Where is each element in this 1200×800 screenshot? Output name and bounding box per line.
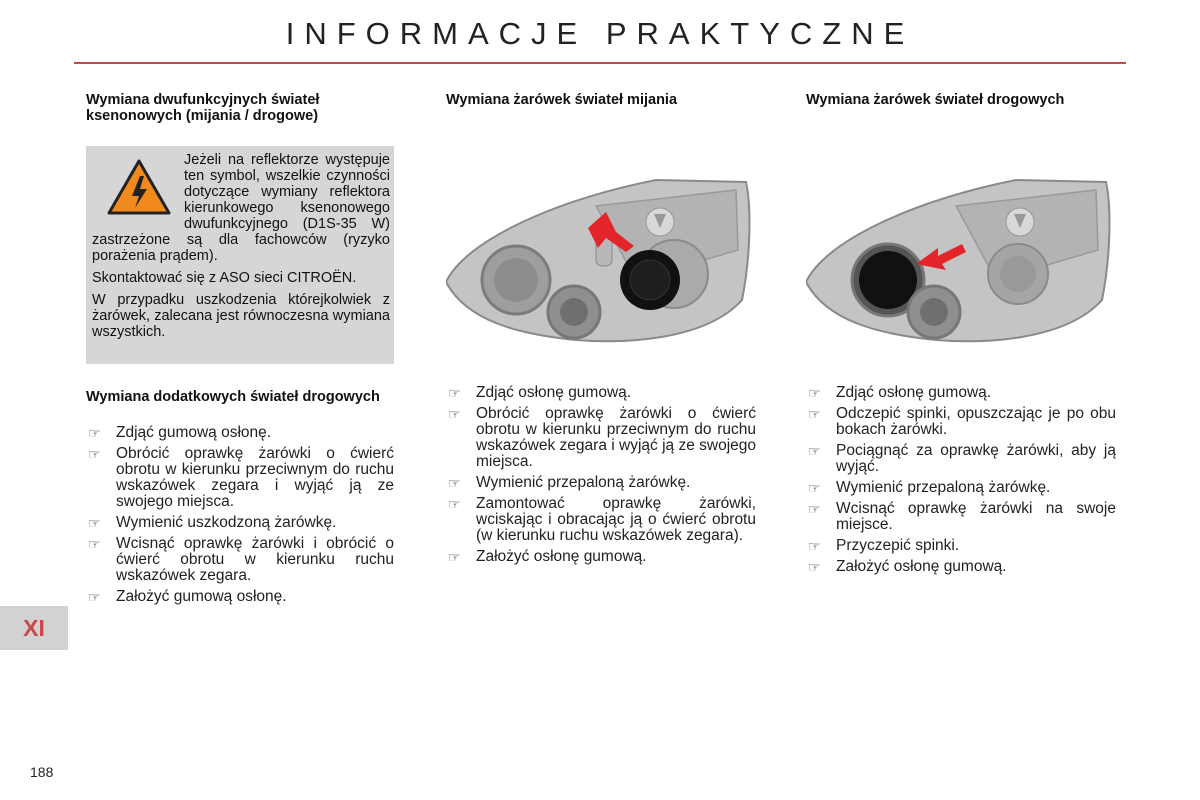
pointing-hand-icon: ☞	[808, 559, 821, 575]
pointing-hand-icon: ☞	[808, 385, 821, 401]
pointing-hand-icon: ☞	[88, 446, 101, 462]
pointing-hand-icon: ☞	[808, 501, 821, 517]
warning-paragraph: W przypadku uszkodzenia którejkolwiek z żarówek, zalecana jest równoczesna wymiana wszystkich.	[92, 292, 390, 340]
column-high-beam	[806, 92, 1116, 108]
page-title: INFORMACJE PRAKTYCZNE	[285, 16, 915, 51]
list-item: ☞ Wymienić uszkodzoną żarówkę.	[88, 514, 337, 531]
list-item: ☞ Wymienić przepaloną żarówkę.	[448, 474, 691, 491]
steps-list-low-beam	[446, 385, 756, 570]
list-item: ☞ Zamontować oprawkę żarówki, wciskając i obracając ją o ćwierć obrotu (w kierunku ruchu wskazówek zegara).	[448, 495, 756, 544]
pointing-hand-icon: ☞	[808, 480, 821, 496]
pointing-hand-icon: ☞	[88, 589, 101, 605]
steps-list-high-beam	[806, 385, 1116, 580]
chapter-tab: XI	[0, 606, 68, 650]
pointing-hand-icon: ☞	[808, 538, 821, 554]
pointing-hand-icon: ☞	[448, 385, 461, 401]
list-item: ☞ Założyć osłonę gumową.	[448, 548, 647, 565]
pointing-hand-icon: ☞	[448, 496, 461, 512]
list-item: ☞ Założyć gumową osłonę.	[88, 588, 287, 605]
list-item: ☞ Wcisnąć oprawkę żarówki na swoje miejsce.	[808, 500, 1116, 533]
list-item: ☞ Zdjąć osłonę gumową.	[448, 384, 632, 401]
list-item: ☞ Odczepić spinki, opuszczając je po obu bokach żarówki.	[808, 405, 1116, 438]
header-divider	[74, 62, 1126, 64]
list-item: ☞ Obrócić oprawkę żarówki o ćwierć obrotu w kierunku przeciwnym do ruchu wskazówek zegara i wyjąć ją ze swojego miejsca.	[448, 405, 756, 470]
section-heading-low-beam: Wymiana żarówek świateł mijania	[446, 92, 678, 108]
warning-paragraph: Skontaktować się z ASO sieci CITROËN.	[92, 270, 357, 286]
list-item: ☞ Zdjąć gumową osłonę.	[88, 424, 272, 441]
list-item: ☞ Wcisnąć oprawkę żarówki i obrócić o ćwierć obrotu w kierunku ruchu wskazówek zegara.	[88, 535, 394, 584]
pointing-hand-icon: ☞	[88, 425, 101, 441]
list-item: ☞ Zdjąć osłonę gumową.	[808, 384, 992, 401]
headlamp-low-beam-illustration	[446, 170, 766, 350]
pointing-hand-icon: ☞	[88, 536, 101, 552]
high-voltage-warning-icon	[106, 158, 172, 216]
list-item: ☞ Obrócić oprawkę żarówki o ćwierć obrotu w kierunku przeciwnym do ruchu wskazówek zegara i wyjąć ją ze swojego miejsca.	[88, 445, 394, 510]
section-heading-auxiliary: Wymiana dodatkowych świateł drogowych	[86, 389, 380, 405]
steps-list-auxiliary	[86, 425, 394, 610]
headlamp-high-beam-illustration	[806, 170, 1126, 350]
list-item: ☞ Pociągnąć za oprawkę żarówki, aby ją wyjąć.	[808, 442, 1116, 475]
pointing-hand-icon: ☞	[448, 549, 461, 565]
section-heading-xenon: Wymiana dwufunkcyjnych świateł ksenonowych (mijania / drogowe)	[86, 92, 320, 124]
list-item: ☞ Założyć osłonę gumową.	[808, 558, 1007, 575]
list-item: ☞ Wymienić przepaloną żarówkę.	[808, 479, 1051, 496]
warning-paragraph: Jeżeli na reflektorze występuje ten symbol, wszelkie czynności dotyczące wymiany reflektora kierunkowego ksenonowego dwufunkcyjnego (D1S-35 W) zastrzeżone są dla fachowców (ryzyko porażenia prądem).	[92, 152, 390, 264]
pointing-hand-icon: ☞	[808, 443, 821, 459]
page-number: 188	[30, 764, 54, 780]
pointing-hand-icon: ☞	[88, 515, 101, 531]
pointing-hand-icon: ☞	[448, 475, 461, 491]
section-heading-high-beam: Wymiana żarówek świateł drogowych	[806, 92, 1065, 108]
pointing-hand-icon: ☞	[448, 406, 461, 422]
pointing-hand-icon: ☞	[808, 406, 821, 422]
column-low-beam	[446, 92, 756, 108]
column-xenon	[86, 92, 394, 124]
list-item: ☞ Przyczepić spinki.	[808, 537, 960, 554]
warning-box	[86, 146, 394, 364]
